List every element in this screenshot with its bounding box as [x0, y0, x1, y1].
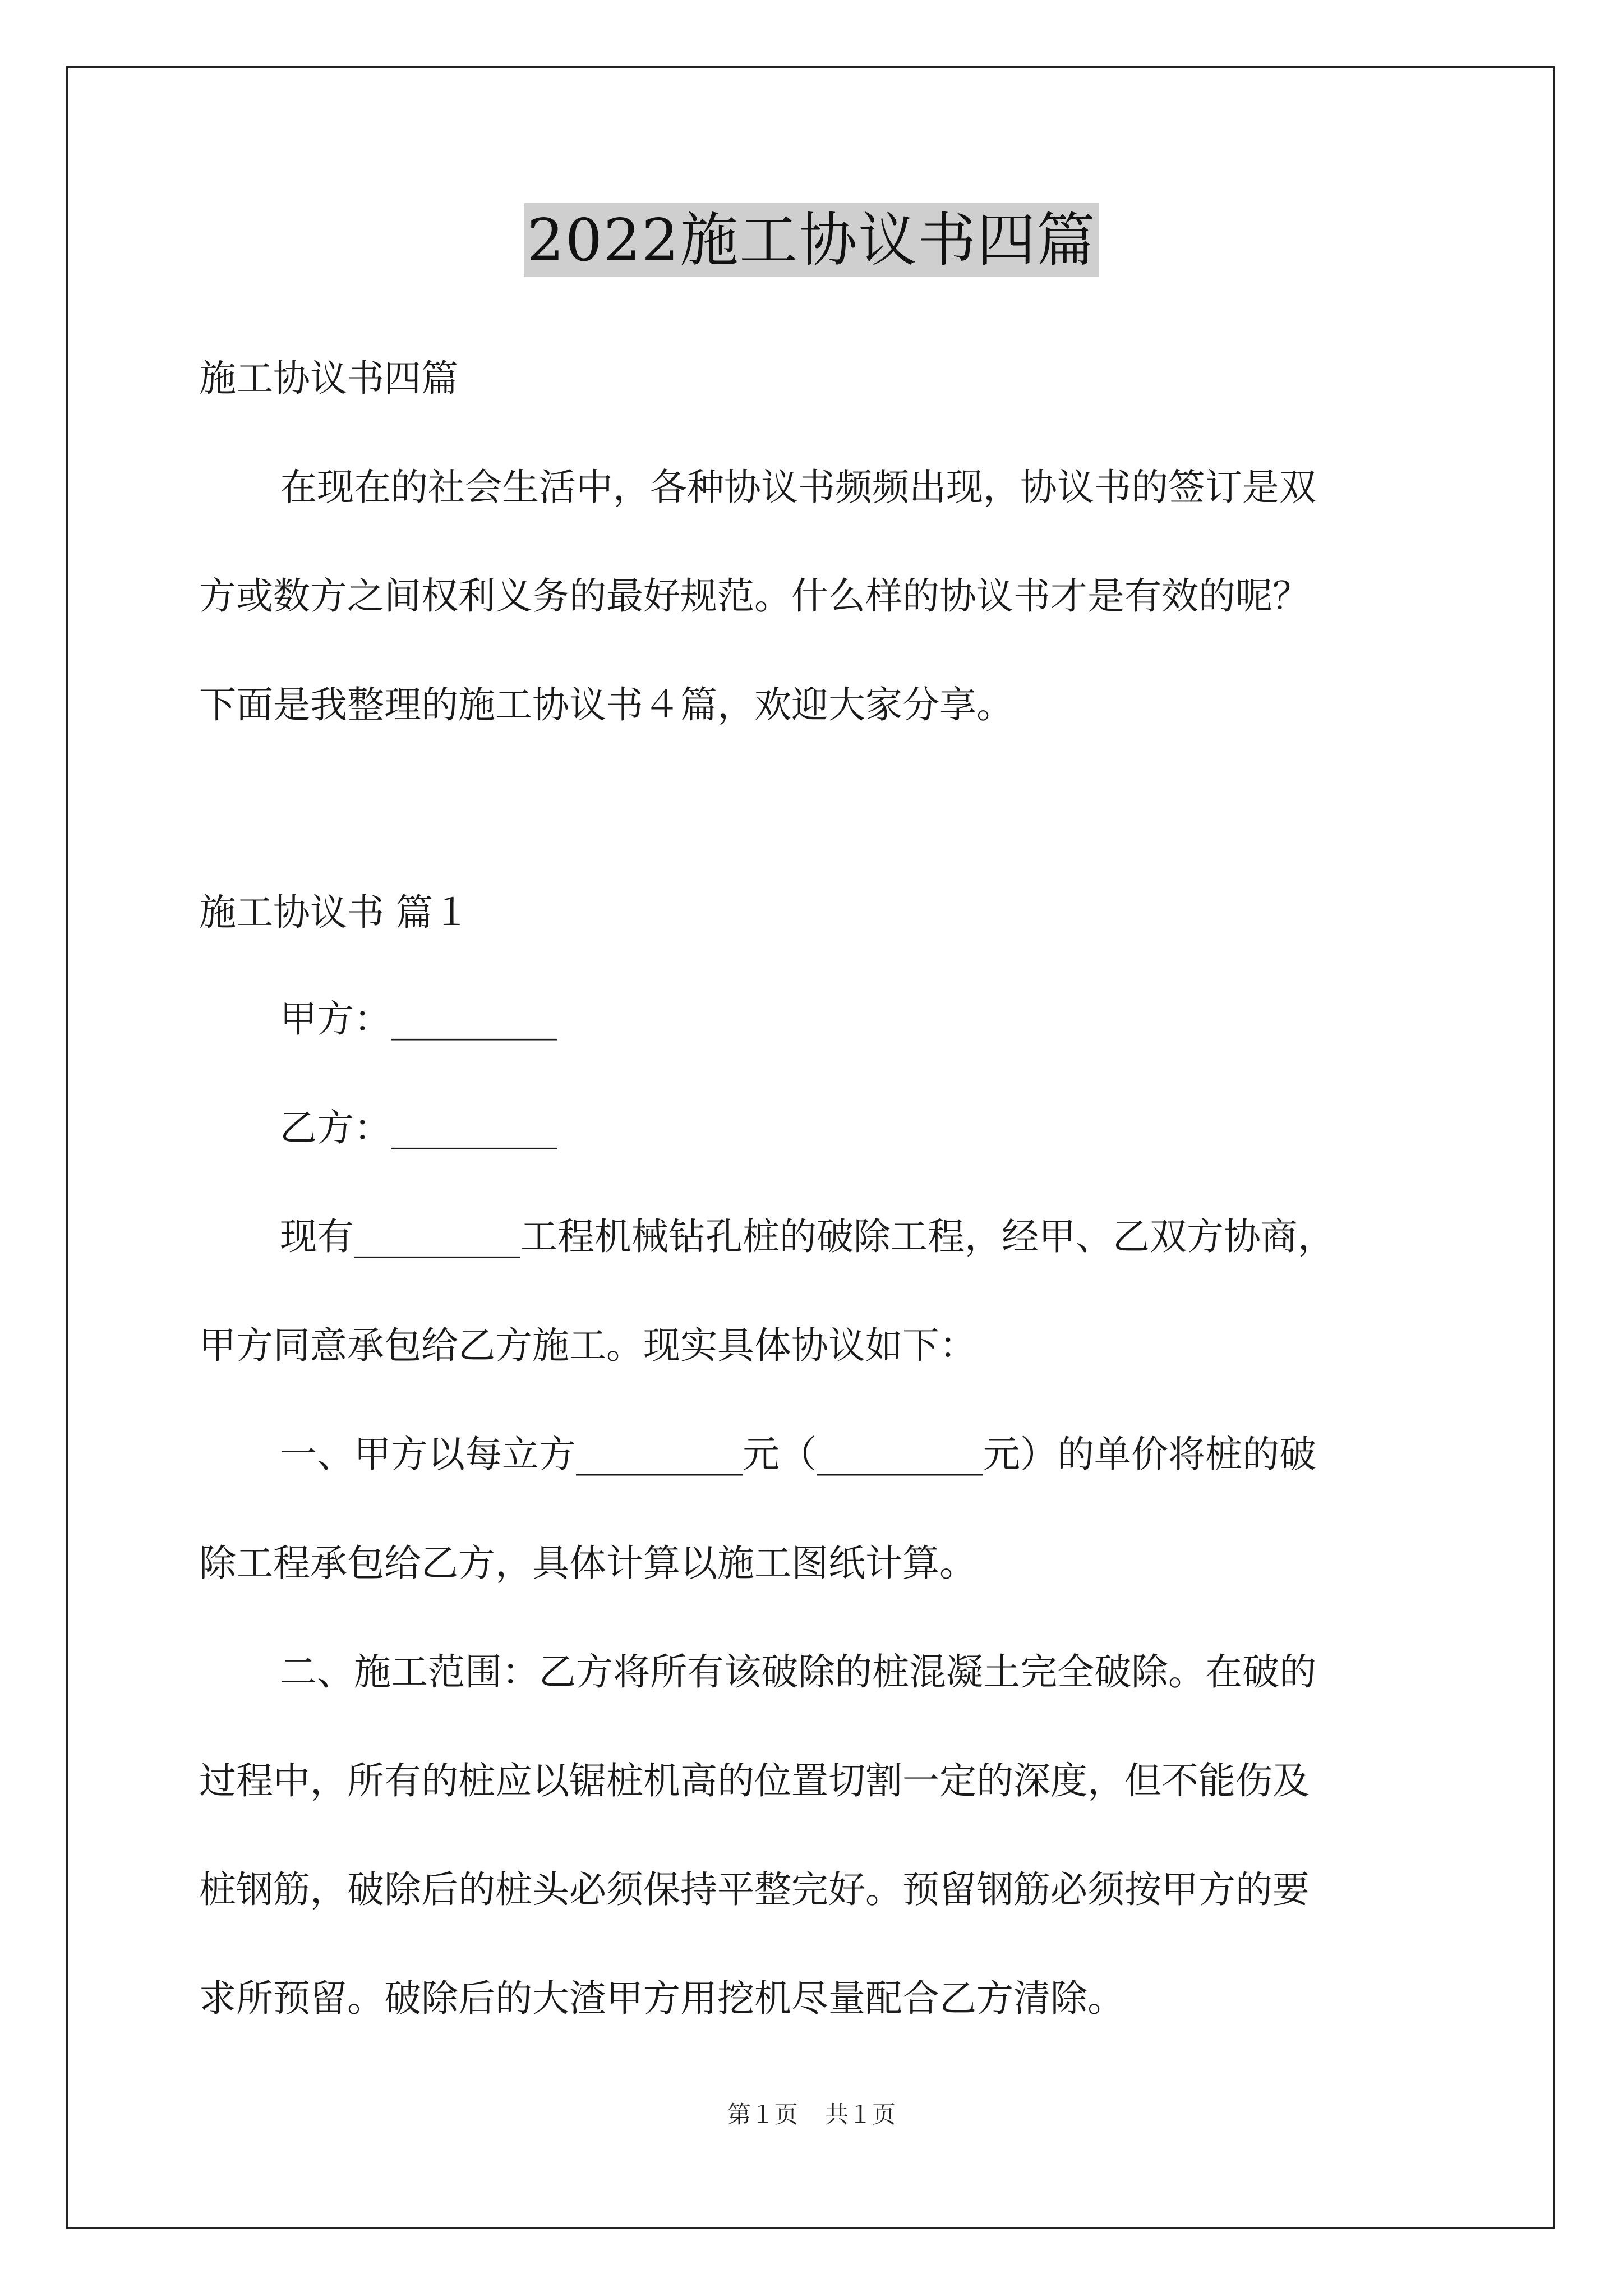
section-heading-line: 施工协议书 篇１	[199, 891, 470, 934]
party-b	[199, 1074, 1433, 1182]
intro-line: 下面是我整理的施工协议书４篇，欢迎大家分享。	[199, 683, 1013, 726]
clause-2-line: 二、施工范围：乙方将所有该破除的桩混凝土完全破除。在破的	[280, 1650, 1316, 1694]
subtitle-line: 施工协议书四篇	[199, 357, 458, 400]
document-subtitle	[199, 324, 1433, 433]
clause-2-line: 桩钢筋，破除后的桩头必须保持平整完好。预留钢筋必须按甲方的要	[199, 1868, 1310, 1911]
intro-line: 方或数方之间权利义务的最好规范。什么样的协议书才是有效的呢？	[199, 574, 1310, 618]
clause-2-line: 过程中，所有的桩应以锯桩机高的位置切割一定的深度，但不能伤及	[199, 1759, 1310, 1802]
party-b-line: 乙方：_________	[280, 1106, 557, 1149]
clause-intro-paragraph	[199, 1182, 1433, 1400]
document-title: 2022施工协议书四篇	[524, 203, 1100, 277]
page-number-current: 第１页	[727, 2101, 798, 2128]
clause-2-line: 求所预留。破除后的大渣甲方用挖机尽量配合乙方清除。	[199, 1977, 1124, 2020]
title-container	[0, 203, 1623, 277]
clause-1-paragraph	[199, 1400, 1433, 1618]
intro-paragraph	[199, 433, 1433, 760]
party-a	[199, 965, 1433, 1074]
page-number-total: 共１页	[825, 2101, 896, 2128]
clause-2-paragraph	[199, 1618, 1433, 2053]
clause-1-line: 一、甲方以每立方_________元（_________元）的单价将桩的破	[280, 1433, 1316, 1476]
section-heading	[199, 858, 1433, 967]
clause-intro-line: 甲方同意承包给乙方施工。现实具体协议如下：	[199, 1324, 976, 1367]
intro-line: 在现在的社会生活中，各种协议书频频出现，协议书的签订是双	[280, 466, 1316, 509]
clause-intro-line: 现有_________工程机械钻孔桩的破除工程，经甲、乙双方协商，	[280, 1215, 1335, 1258]
page-footer	[0, 2098, 1623, 2132]
clause-1-line: 除工程承包给乙方，具体计算以施工图纸计算。	[199, 1542, 976, 1585]
party-a-line: 甲方：_________	[280, 997, 557, 1041]
